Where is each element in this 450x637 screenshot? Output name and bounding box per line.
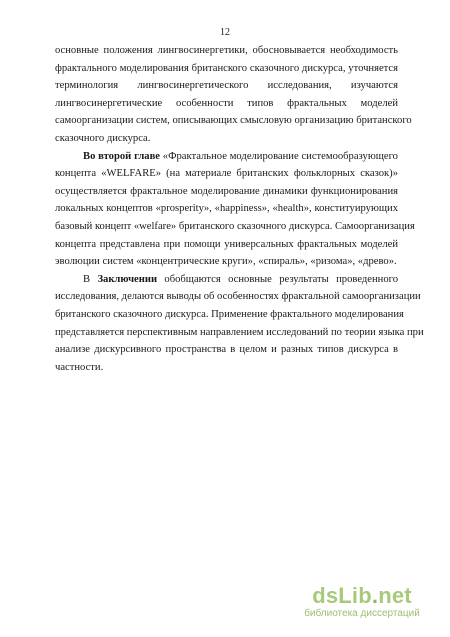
text-fragment: «Фрактальное моделирование системообразующего (160, 150, 398, 162)
paragraph-2 (55, 148, 415, 271)
logo-text: dsLib (312, 583, 372, 608)
text-line: концепта «WELFARE» (на материале британских фольклорных сказок)» (55, 168, 398, 180)
page-number: 12 (220, 27, 230, 38)
text-line: осуществляется фрактальное моделирование динамики функционирования (55, 185, 398, 197)
chapter-two-heading: Во второй главе (83, 150, 160, 162)
text-line: британского сказочного дискурса. Применение фрактального моделирования (55, 308, 404, 320)
paragraph-3 (55, 271, 424, 377)
logo-dot: . (371, 583, 379, 608)
text-line (55, 148, 398, 166)
text-line: эволюции систем «концентрические круги», «спираль», «ризома», «древо». (55, 256, 397, 268)
text-line: фрактального моделирования британского сказочного дискурса, уточняется (55, 62, 398, 74)
watermark-logo[interactable] (302, 584, 422, 620)
text-fragment: обобщаются основные результаты проведенного (157, 273, 398, 285)
paragraph-1 (55, 42, 412, 148)
text-fragment: В (83, 273, 98, 285)
text-line: концепта представлена при помощи универсальных фрактальных моделей (55, 238, 398, 250)
text-line: самоорганизации систем, описывающих смысловую организацию британского (55, 115, 412, 127)
text-line (55, 271, 398, 289)
conclusion-heading: Заключении (97, 273, 158, 285)
text-line: частности. (55, 361, 104, 373)
text-line: лингвосинергетические особенности типов фрактальных моделей (55, 97, 398, 109)
text-line: исследования, делаются выводы об особенностях фрактальной самоорганизации (55, 291, 421, 303)
watermark-subtitle: библиотека диссертаций (304, 608, 420, 619)
logo-tld: net (378, 583, 412, 608)
text-line: терминология лингвосинергетического исследования, изучаются (55, 80, 398, 92)
text-line: сказочного дискурса. (55, 132, 151, 144)
text-line: локальных концептов «prosperity», «happiness», «health», конституирующих (55, 203, 398, 215)
text-line: основные положения лингвосинергетики, обосновывается необходимость (55, 45, 398, 56)
text-line: базовый концепт «welfare» британского сказочного дискурса. Самоорганизация (55, 220, 415, 232)
text-line: представляется перспективным направлением исследований по теории языка при (55, 326, 424, 338)
dslib-logo (302, 584, 422, 608)
text-line: анализе дискурсивного пространства в целом и разных типов дискурса в (55, 344, 398, 356)
document-body (55, 42, 424, 376)
